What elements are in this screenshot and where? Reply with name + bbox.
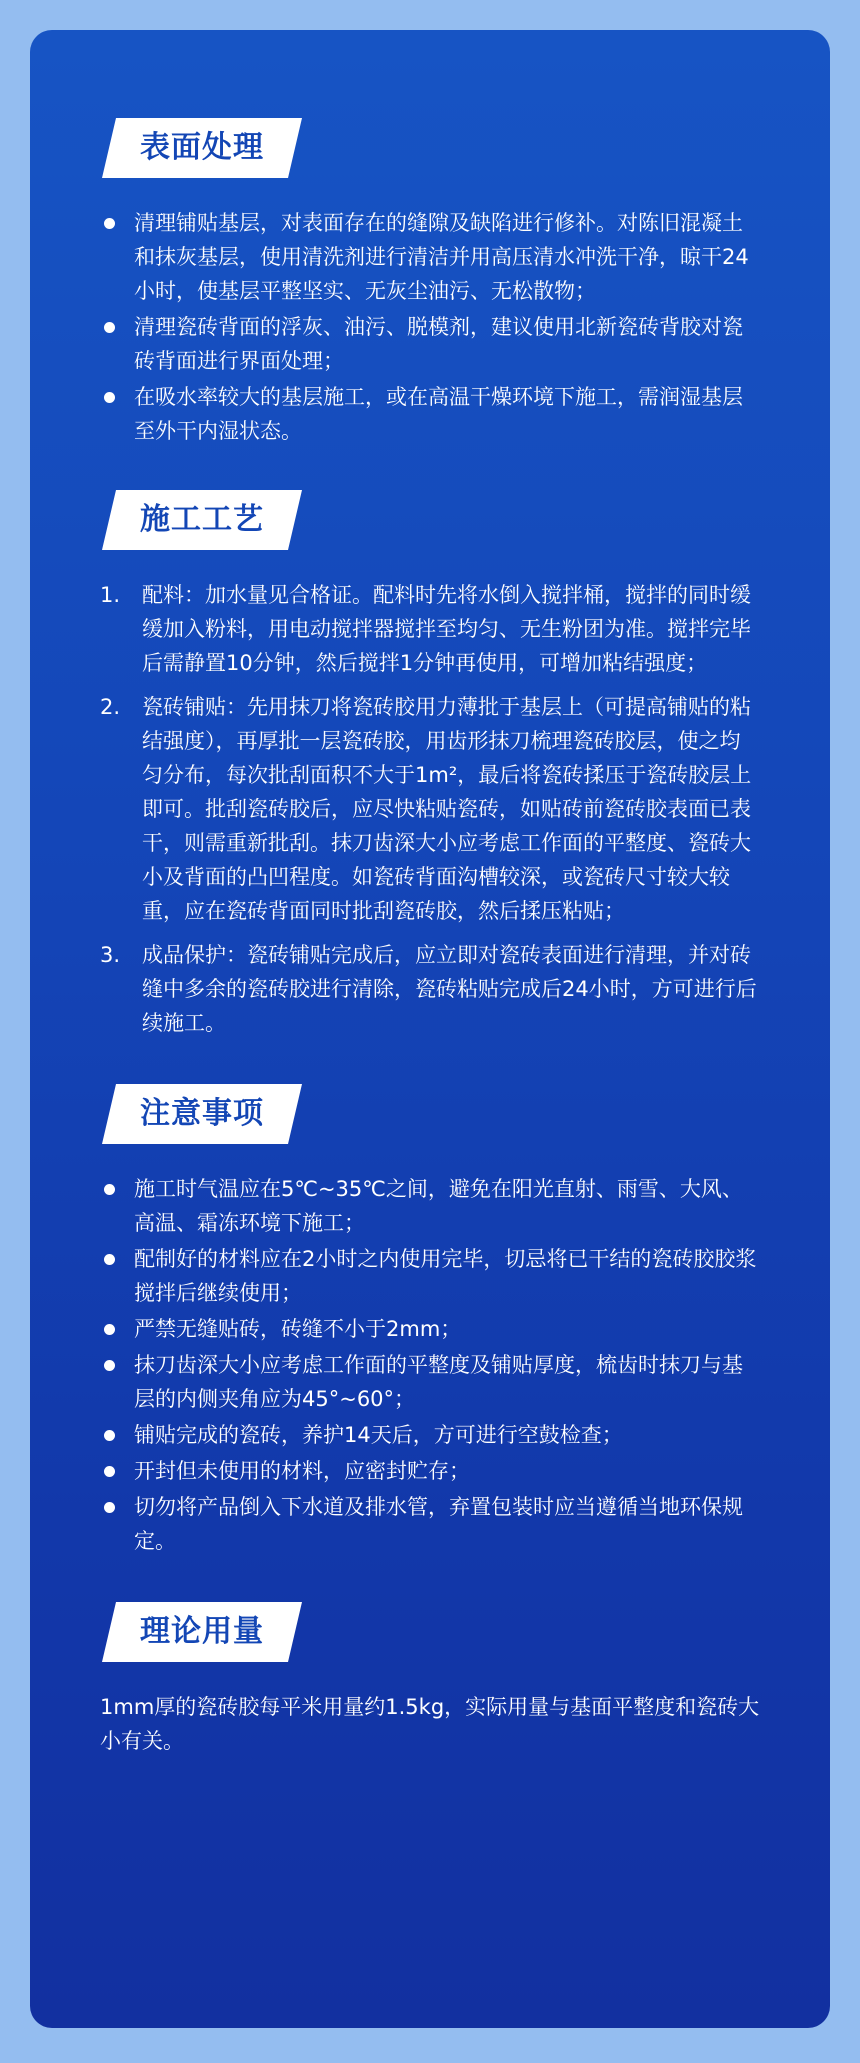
list-item [100, 1418, 760, 1452]
list-item [100, 1454, 760, 1488]
section-construction-process [100, 490, 760, 1040]
list-item-text: 配制好的材料应在2小时之内使用完毕，切忌将已干结的瓷砖胶胶浆搅拌后继续使用； [134, 1247, 757, 1305]
list-item [100, 380, 760, 448]
step-number: 3. [100, 943, 121, 967]
bullet-dot-icon [104, 1466, 115, 1477]
section-theoretical-usage [100, 1602, 760, 1758]
section-tag [102, 118, 302, 178]
numbered-list [100, 578, 760, 1040]
step-number: 1. [100, 583, 121, 607]
step-number: 2. [100, 695, 121, 719]
list-item [100, 938, 760, 1040]
content-panel [30, 30, 830, 2028]
list-item [100, 206, 760, 308]
list-item-text: 铺贴完成的瓷砖，养护14天后，方可进行空鼓检查； [134, 1423, 623, 1447]
list-item-text: 成品保护：瓷砖铺贴完成后，应立即对瓷砖表面进行清理，并对砖缝中多余的瓷砖胶进行清除，瓷砖粘贴完成后24小时，方可进行后续施工。 [142, 943, 757, 1035]
section-surface-treatment [100, 118, 760, 448]
bullet-dot-icon [104, 218, 115, 229]
list-item-text: 配料：加水量见合格证。配料时先将水倒入搅拌桶，搅拌的同时缓缓加入粉料，用电动搅拌器搅拌至均匀、无生粉团为准。搅拌完毕后需静置10分钟，然后搅拌1分钟再使用，可增加粘结强度； [142, 583, 751, 675]
list-item [100, 578, 760, 680]
list-item-text: 严禁无缝贴砖，砖缝不小于2mm； [134, 1317, 462, 1341]
list-item-text: 在吸水率较大的基层施工，或在高温干燥环境下施工，需润湿基层至外干内湿状态。 [134, 385, 743, 443]
section-title: 表面处理 [140, 130, 264, 165]
section-tag [102, 490, 302, 550]
section-tag [102, 1602, 302, 1662]
bullet-dot-icon [104, 1430, 115, 1441]
bullet-list [100, 1172, 760, 1558]
list-item-text: 瓷砖铺贴：先用抹刀将瓷砖胶用力薄批于基层上（可提高铺贴的粘结强度），再厚批一层瓷砖胶，用齿形抹刀梳理瓷砖胶层，使之均匀分布，每次批刮面积不大于1m²，最后将瓷砖揉压于瓷砖胶层上即可。批刮瓷砖胶后，应尽快粘贴瓷砖，如贴砖前瓷砖胶表面已表干，则需重新批刮。抹刀齿深大小应考虑工作面的平整度、瓷砖大小及背面的凸凹程度。如瓷砖背面沟槽较深，或瓷砖尺寸较大较重，应在瓷砖背面同时批刮瓷砖胶，然后揉压粘贴； [142, 695, 752, 923]
bullet-dot-icon [104, 1184, 115, 1195]
list-item-text: 施工时气温应在5℃~35℃之间，避免在阳光直射、雨雪、大风、高温、霜冻环境下施工； [134, 1177, 743, 1235]
list-item-text: 抹刀齿深大小应考虑工作面的平整度及铺贴厚度，梳齿时抹刀与基层的内侧夹角应为45°~60°； [134, 1353, 743, 1411]
section-precautions [100, 1084, 760, 1558]
section-title: 理论用量 [140, 1614, 264, 1649]
list-item-text: 开封但未使用的材料，应密封贮存； [134, 1459, 470, 1483]
bullet-dot-icon [104, 392, 115, 403]
list-item-text: 清理铺贴基层，对表面存在的缝隙及缺陷进行修补。对陈旧混凝土和抹灰基层，使用清洗剂进行清洁并用高压清水冲洗干净，晾干24小时，使基层平整坚实、无灰尘油污、无松散物； [134, 211, 749, 303]
bullet-dot-icon [104, 1254, 115, 1265]
section-tag [102, 1084, 302, 1144]
list-item [100, 1242, 760, 1310]
usage-text: 1mm厚的瓷砖胶每平米用量约1.5kg，实际用量与基面平整度和瓷砖大小有关。 [100, 1695, 760, 1753]
list-item [100, 1312, 760, 1346]
section-title: 施工工艺 [140, 502, 264, 537]
section-title: 注意事项 [140, 1096, 264, 1131]
bullet-dot-icon [104, 322, 115, 333]
bullet-dot-icon [104, 1324, 115, 1335]
bullet-list [100, 206, 760, 448]
bullet-dot-icon [104, 1360, 115, 1371]
list-item [100, 1348, 760, 1416]
bullet-dot-icon [104, 1502, 115, 1513]
list-item [100, 310, 760, 378]
list-item [100, 1172, 760, 1240]
list-item-text: 清理瓷砖背面的浮灰、油污、脱模剂，建议使用北新瓷砖背胶对瓷砖背面进行界面处理； [134, 315, 743, 373]
list-item-text: 切勿将产品倒入下水道及排水管，弃置包装时应当遵循当地环保规定。 [134, 1495, 743, 1553]
list-item [100, 1490, 760, 1558]
list-item [100, 690, 760, 928]
